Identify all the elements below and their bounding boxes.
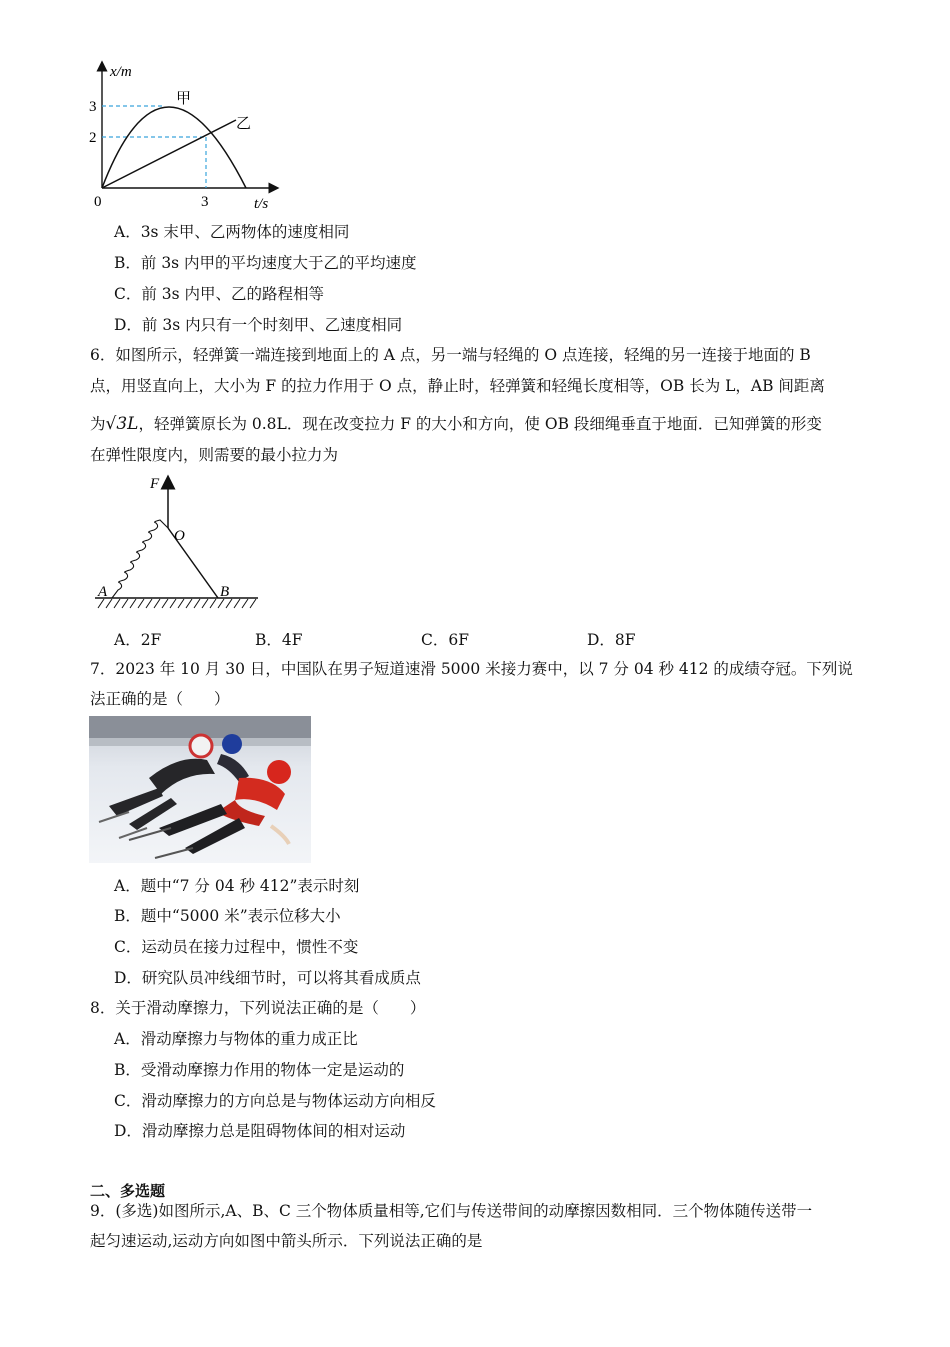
spring <box>112 520 168 598</box>
q7-stem-line2: 法正确的是（ ） <box>90 690 230 708</box>
y-tick-3: 3 <box>89 99 97 115</box>
section-heading-multi-choice: 二、多选题 <box>90 1182 166 1200</box>
q9-stem-line1: 9．(多选)如图所示,A、B、C 三个物体质量相等,它们与传送带间的动摩擦因数相同．三个物体随传送带一 <box>90 1202 813 1220</box>
curve-jia-label: 甲 <box>176 91 192 107</box>
y-axis-label: x/m <box>110 64 132 80</box>
q7-stem-line1: 7．2023 年 10 月 30 日，中国队在男子短道速滑 5000 米接力赛中，以 7 分 04 秒 412 的成绩夺冠。下列说 <box>90 660 853 678</box>
q6-stem-line1: 6．如图所示，轻弹簧一端连接到地面上的 A 点，另一端与轻绳的 O 点连接，轻绳的另一连接于地面的 B <box>90 346 811 364</box>
origin-label: 0 <box>94 194 102 210</box>
q8-option-b: B．受滑动摩擦力作用的物体一定是运动的 <box>114 1061 405 1079</box>
xt-graph <box>84 56 284 216</box>
speed-skating-photo <box>89 716 311 863</box>
q5-option-b: B．前 3s 内甲的平均速度大于乙的平均速度 <box>114 254 417 272</box>
q7-option-c: C．运动员在接力过程中，惯性不变 <box>114 938 359 956</box>
q5-option-d: D．前 3s 内只有一个时刻甲、乙速度相同 <box>114 316 403 334</box>
q5-option-a: A．3s 末甲、乙两物体的速度相同 <box>114 223 350 241</box>
spring-rope-diagram <box>90 470 265 620</box>
label-F: F <box>150 476 160 492</box>
sqrt3-formula: √3L <box>105 414 139 434</box>
q6-option-d: D．8F <box>587 631 636 649</box>
q6-option-c: C．6F <box>421 631 469 649</box>
q8-stem: 8．关于滑动摩擦力，下列说法正确的是（ ） <box>90 999 426 1017</box>
line-yi-label: 乙 <box>236 116 252 132</box>
q6-stem-line2: 点，用竖直向上，大小为 F 的拉力作用于 O 点，静止时，轻弹簧和轻绳长度相等，OB 长为 L，AB 间距离 <box>90 377 825 395</box>
q6-options <box>114 628 874 648</box>
q9-stem-line2: 起匀速运动,运动方向如图中箭头所示．下列说法正确的是 <box>90 1232 483 1250</box>
q7-option-a: A．题中“7 分 04 秒 412”表示时刻 <box>114 877 360 895</box>
x-axis-label: t/s <box>254 196 269 212</box>
curve-jia <box>102 107 246 188</box>
q8-option-a: A．滑动摩擦力与物体的重力成正比 <box>114 1030 358 1048</box>
q6-stem-line3: 为√3L，轻弹簧原长为 0.8L．现在改变拉力 F 的大小和方向，使 OB 段细绳垂直于地面．已知弹簧的形变 <box>90 414 822 434</box>
q8-option-c: C．滑动摩擦力的方向总是与物体运动方向相反 <box>114 1092 436 1110</box>
q5-option-c: C．前 3s 内甲、乙的路程相等 <box>114 285 325 303</box>
q7-option-d: D．研究队员冲线细节时，可以将其看成质点 <box>114 969 421 987</box>
label-A: A <box>98 584 108 600</box>
q6-option-a: A．2F <box>114 631 162 649</box>
q7-option-b: B．题中“5000 米”表示位移大小 <box>114 907 341 925</box>
label-B: B <box>220 584 230 600</box>
q6-option-b: B．4F <box>255 631 303 649</box>
x-tick-3: 3 <box>201 194 209 210</box>
line-yi <box>102 120 236 188</box>
label-O: O <box>174 528 185 544</box>
y-tick-2: 2 <box>89 130 97 146</box>
q6-stem-line4: 在弹性限度内，则需要的最小拉力为 <box>90 446 339 464</box>
q8-option-d: D．滑动摩擦力总是阻碍物体间的相对运动 <box>114 1122 406 1140</box>
